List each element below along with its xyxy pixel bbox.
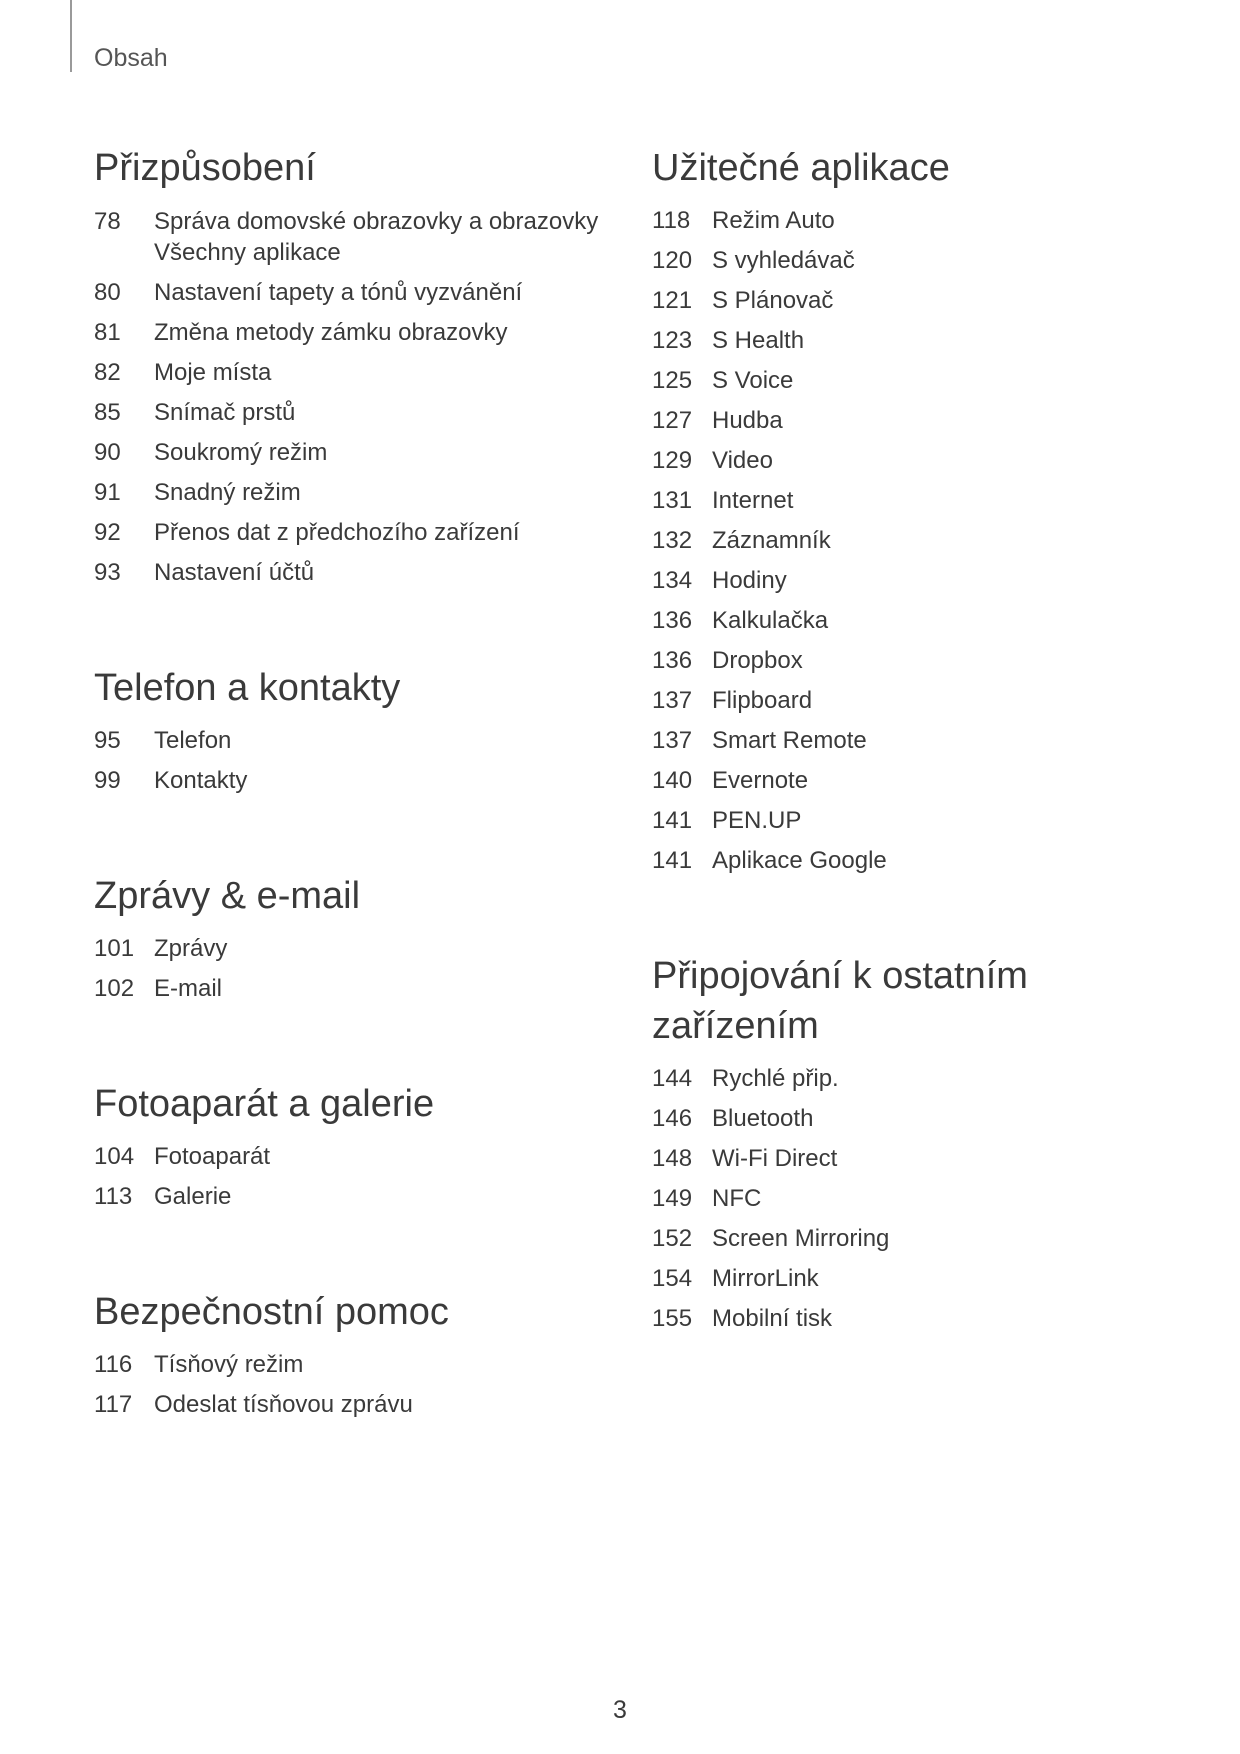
toc-column-right <box>652 143 1172 1409</box>
toc-entry-title: Snímač prstů <box>154 399 296 426</box>
toc-entry-page: 80 <box>94 279 121 306</box>
toc-entry-page: 92 <box>94 519 121 546</box>
toc-entry-page: 93 <box>94 559 121 586</box>
toc-entry[interactable] <box>94 1345 614 1385</box>
toc-entry[interactable] <box>652 1099 1172 1139</box>
toc-entry-title: Zprávy <box>154 935 228 962</box>
toc-entry-page: 140 <box>652 767 693 794</box>
toc-column-left <box>94 143 614 1495</box>
toc-entry-title: NFC <box>712 1185 762 1212</box>
toc-entry-page: 116 <box>94 1351 133 1378</box>
toc-entry[interactable] <box>652 1179 1172 1219</box>
section-heading: Bezpečnostní pomoc <box>94 1291 449 1333</box>
toc-entry-page: 113 <box>94 1183 133 1210</box>
toc-entry-page: 144 <box>652 1065 693 1092</box>
toc-entry[interactable] <box>652 321 1172 361</box>
toc-entry[interactable] <box>652 401 1172 441</box>
toc-entry-title: Rychlé přip. <box>712 1065 839 1092</box>
toc-entry[interactable] <box>652 1139 1172 1179</box>
toc-entry[interactable] <box>652 241 1172 281</box>
toc-entry-page: 134 <box>652 567 693 594</box>
toc-entry-title: PEN.UP <box>712 807 802 834</box>
toc-entry-title: Galerie <box>154 1183 232 1210</box>
toc-entry-title: Soukromý režim <box>154 439 328 466</box>
toc-entry-title: S vyhledávač <box>712 247 855 274</box>
toc-entry[interactable] <box>94 1137 614 1177</box>
section-heading: Připojování k ostatním zařízením <box>652 955 1028 1047</box>
toc-entry-title: Telefon <box>154 727 232 754</box>
toc-entry[interactable] <box>94 473 614 513</box>
toc-entry[interactable] <box>652 761 1172 801</box>
toc-entry-page: 129 <box>652 447 693 474</box>
toc-entry[interactable] <box>652 1259 1172 1299</box>
toc-entry-title: Smart Remote <box>712 727 867 754</box>
toc-entry-page: 136 <box>652 647 693 674</box>
section-heading: Telefon a kontakty <box>94 667 401 709</box>
toc-entry-title: Kontakty <box>154 767 248 794</box>
toc-entry-title: Správa domovské obrazovky a obrazovky Všechny aplikace <box>154 208 599 266</box>
toc-entry[interactable] <box>94 969 614 1009</box>
toc-entry[interactable] <box>94 929 614 969</box>
toc-entry[interactable] <box>94 553 614 593</box>
toc-entry[interactable] <box>94 273 614 313</box>
toc-entry-page: 85 <box>94 399 121 426</box>
toc-entry-page: 99 <box>94 767 121 794</box>
toc-entry-title: Moje místa <box>154 359 272 386</box>
toc-entry-title: Nastavení tapety a tónů vyzvánění <box>154 279 523 306</box>
toc-entry-page: 82 <box>94 359 121 386</box>
toc-entry-title: Změna metody zámku obrazovky <box>154 319 508 346</box>
toc-entry[interactable] <box>94 721 614 761</box>
toc-entry[interactable] <box>652 841 1172 881</box>
toc-section <box>94 1287 614 1425</box>
toc-entry-title: Odeslat tísňovou zprávu <box>154 1391 413 1418</box>
toc-entry-page: 141 <box>652 847 693 874</box>
section-heading: Fotoaparát a galerie <box>94 1083 435 1125</box>
toc-entry-page: 91 <box>94 479 121 506</box>
toc-entry-title: Aplikace Google <box>712 847 887 874</box>
toc-entry[interactable] <box>652 801 1172 841</box>
toc-entry-title: Screen Mirroring <box>712 1225 890 1252</box>
toc-entry-page: 101 <box>94 935 135 962</box>
page-number: 3 <box>613 1696 627 1724</box>
toc-entry-page: 102 <box>94 975 135 1002</box>
toc-entry-page: 81 <box>94 319 121 346</box>
toc-section <box>94 1079 614 1217</box>
toc-entry-page: 136 <box>652 607 693 634</box>
toc-entry[interactable] <box>652 441 1172 481</box>
toc-entry[interactable] <box>652 281 1172 321</box>
toc-entry[interactable] <box>652 1059 1172 1099</box>
toc-entry-title: S Health <box>712 327 805 354</box>
toc-entry-title: Nastavení účtů <box>154 559 315 586</box>
toc-entry-title: MirrorLink <box>712 1265 819 1292</box>
toc-section <box>652 143 1172 881</box>
toc-entry-page: 131 <box>652 487 693 514</box>
section-heading: Užitečné aplikace <box>652 147 950 189</box>
toc-entry[interactable] <box>94 353 614 393</box>
toc-entry[interactable] <box>94 313 614 353</box>
toc-entry-page: 127 <box>652 407 693 434</box>
toc-section <box>94 663 614 801</box>
toc-section <box>94 143 614 593</box>
toc-entry-page: 104 <box>94 1143 135 1170</box>
toc-entry[interactable] <box>652 1219 1172 1259</box>
toc-entry[interactable] <box>652 1299 1172 1339</box>
toc-entry[interactable] <box>652 201 1172 241</box>
toc-entry-page: 148 <box>652 1145 693 1172</box>
toc-entry[interactable] <box>94 393 614 433</box>
toc-entry-page: 146 <box>652 1105 693 1132</box>
toc-entry-page: 123 <box>652 327 693 354</box>
header-rule <box>70 0 72 72</box>
toc-entry[interactable] <box>94 433 614 473</box>
toc-entry-title: Fotoaparát <box>154 1143 271 1170</box>
toc-entry-page: 121 <box>652 287 693 314</box>
toc-entry[interactable] <box>94 1177 614 1217</box>
toc-entry-page: 117 <box>94 1391 133 1418</box>
toc-entry-page: 90 <box>94 439 121 466</box>
toc-section <box>94 871 614 1009</box>
section-heading: Zprávy & e-mail <box>94 875 361 917</box>
toc-entry-page: 120 <box>652 247 693 274</box>
toc-entry-title: Režim Auto <box>712 207 835 234</box>
toc-entry-title: Internet <box>712 487 794 514</box>
toc-entry-title: Bluetooth <box>712 1105 814 1132</box>
toc-entry-page: 125 <box>652 367 693 394</box>
toc-entry-title: Tísňový režim <box>154 1351 304 1378</box>
toc-entry[interactable] <box>652 601 1172 641</box>
toc-entry-title: Wi-Fi Direct <box>712 1145 838 1172</box>
toc-entry-title: Video <box>712 447 773 474</box>
toc-entry-title: Evernote <box>712 767 809 794</box>
toc-entry-page: 149 <box>652 1185 693 1212</box>
toc-entry-page: 141 <box>652 807 693 834</box>
toc-entry-page: 152 <box>652 1225 693 1252</box>
toc-entry[interactable] <box>652 681 1172 721</box>
toc-entry[interactable] <box>652 641 1172 681</box>
page-header-title: Obsah <box>94 44 168 72</box>
toc-entry-page: 95 <box>94 727 121 754</box>
toc-entry-title: Hodiny <box>712 567 787 594</box>
toc-entry-title: Hudba <box>712 407 783 434</box>
toc-entry-page: 118 <box>652 207 691 234</box>
toc-entry-page: 78 <box>94 208 121 235</box>
toc-entry[interactable] <box>652 521 1172 561</box>
toc-entry[interactable] <box>652 721 1172 761</box>
toc-entry-title: Záznamník <box>712 527 831 554</box>
toc-entry-page: 154 <box>652 1265 693 1292</box>
toc-entry[interactable] <box>94 513 614 553</box>
toc-entry-title: Snadný režim <box>154 479 301 506</box>
toc-entry-page: 137 <box>652 727 693 754</box>
toc-entry-page: 132 <box>652 527 693 554</box>
toc-entry[interactable] <box>94 761 614 801</box>
toc-entry-title: Flipboard <box>712 687 813 714</box>
section-heading: Přizpůsobení <box>94 147 316 189</box>
toc-entry-title: Přenos dat z předchozího zařízení <box>154 519 520 546</box>
toc-entry[interactable] <box>94 201 614 273</box>
toc-entry[interactable] <box>652 481 1172 521</box>
toc-entry[interactable] <box>94 1385 614 1425</box>
toc-entry[interactable] <box>652 361 1172 401</box>
toc-entry-title: Dropbox <box>712 647 803 674</box>
toc-entry-title: S Plánovač <box>712 287 834 314</box>
toc-entry-title: S Voice <box>712 367 794 394</box>
toc-entry[interactable] <box>652 561 1172 601</box>
toc-entry-title: Kalkulačka <box>712 607 829 634</box>
toc-entry-page: 137 <box>652 687 693 714</box>
toc-entry-title: Mobilní tisk <box>712 1305 833 1332</box>
toc-entry-title: E-mail <box>154 975 223 1002</box>
toc-entry-page: 155 <box>652 1305 693 1332</box>
toc-section <box>652 951 1172 1339</box>
